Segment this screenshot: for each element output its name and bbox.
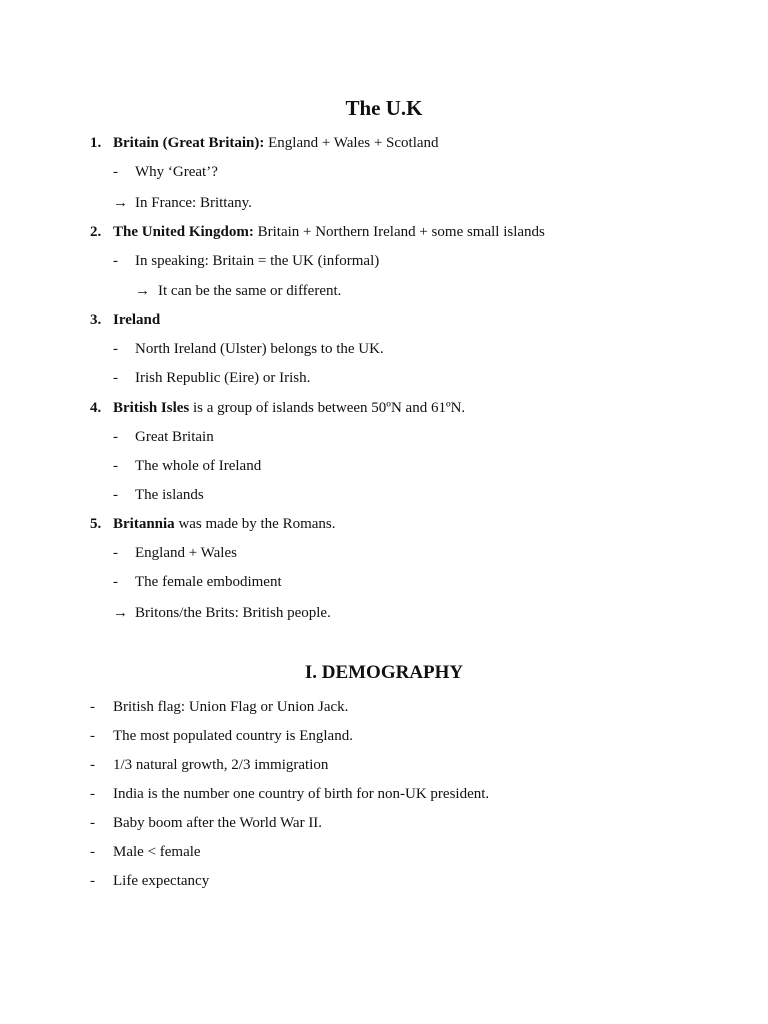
- dash-bullet: -: [113, 487, 118, 503]
- dash-bullet: -: [113, 574, 118, 590]
- section-4-sub-1: Great Britain: [135, 429, 214, 445]
- section-1-number: 1.: [90, 135, 102, 151]
- dash-bullet: -: [113, 253, 118, 269]
- section-5-text: was made by the Romans.: [174, 516, 336, 532]
- section-4-sub-2: The whole of Ireland: [135, 458, 262, 474]
- dash-bullet: -: [113, 164, 118, 180]
- section-3-term: Ireland: [113, 312, 161, 328]
- section-5-number: 5.: [90, 516, 102, 532]
- demography-item: British flag: Union Flag or Union Jack.: [113, 699, 349, 715]
- demography-item: Baby boom after the World War II.: [113, 815, 323, 831]
- section-1-arrow-note: In France: Brittany.: [135, 195, 252, 211]
- section-1-term: Britain (Great Britain):: [113, 135, 265, 151]
- section-2-heading: [113, 222, 545, 242]
- section-5-sub-2: The female embodiment: [135, 574, 282, 590]
- section-1-heading: [113, 133, 439, 153]
- section-5-arrow-note: Britons/the Brits: British people.: [135, 605, 331, 621]
- section-2-arrow-note: It can be the same or different.: [158, 283, 342, 299]
- page-title: The U.K: [345, 96, 423, 120]
- section-2-sub-1: In speaking: Britain = the UK (informal): [135, 253, 380, 269]
- section-4-heading: [113, 398, 465, 418]
- demography-item: 1/3 natural growth, 2/3 immigration: [113, 757, 329, 773]
- section-1-sub-1: Why ‘Great’?: [135, 164, 218, 180]
- section-3-heading: [113, 310, 160, 330]
- dash-bullet: -: [90, 728, 95, 744]
- dash-bullet: -: [90, 786, 95, 802]
- dash-bullet: -: [90, 873, 95, 889]
- section-3-sub-1: North Ireland (Ulster) belongs to the UK.: [135, 341, 384, 357]
- section-5-sub-1: England + Wales: [135, 545, 237, 561]
- section-4-number: 4.: [90, 400, 102, 416]
- section-4-sub-3: The islands: [135, 487, 204, 503]
- dash-bullet: -: [113, 545, 118, 561]
- section-4-text: is a group of islands between 50ºN and 61ºN.: [189, 400, 466, 416]
- dash-bullet: -: [113, 370, 118, 386]
- section-2-number: 2.: [90, 224, 102, 240]
- demography-item: India is the number one country of birth for non-UK president.: [113, 786, 490, 802]
- right-arrow-icon: →: [113, 605, 128, 621]
- section-4-term: British Isles: [113, 400, 190, 416]
- right-arrow-icon: →: [135, 283, 150, 299]
- right-arrow-icon: →: [113, 195, 128, 211]
- dash-bullet: -: [113, 458, 118, 474]
- dash-bullet: -: [90, 844, 95, 860]
- dash-bullet: -: [113, 341, 118, 357]
- dash-bullet: -: [90, 699, 95, 715]
- demography-item: Male < female: [113, 844, 201, 860]
- section-5-term: Britannia: [113, 516, 175, 532]
- dash-bullet: -: [113, 429, 118, 445]
- section-2-term: The United Kingdom:: [113, 224, 254, 240]
- section-5-heading: [113, 514, 336, 534]
- demography-item: The most populated country is England.: [113, 728, 353, 744]
- dash-bullet: -: [90, 757, 95, 773]
- demography-heading: I. DEMOGRAPHY: [304, 662, 464, 683]
- section-2-text: Britain + Northern Ireland + some small islands: [253, 224, 545, 240]
- section-3-sub-2: Irish Republic (Eire) or Irish.: [135, 370, 311, 386]
- dash-bullet: -: [90, 815, 95, 831]
- section-1-text: England + Wales + Scotland: [264, 135, 439, 151]
- section-3-number: 3.: [90, 312, 102, 328]
- demography-item: Life expectancy: [113, 873, 210, 889]
